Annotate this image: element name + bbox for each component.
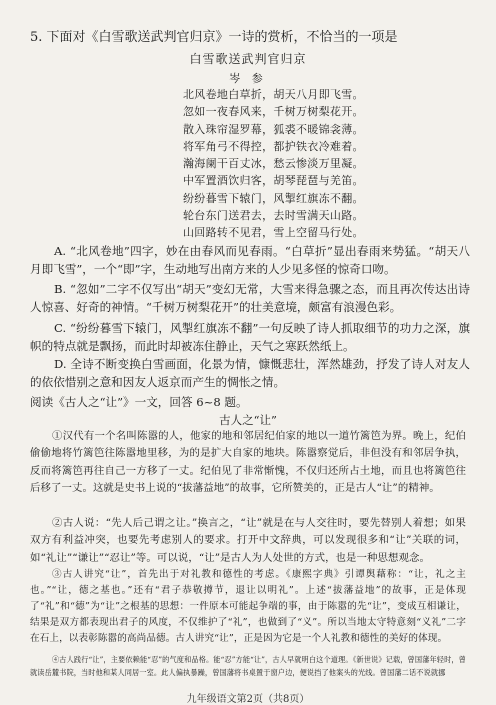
poem-line: 忽如一夜春风来，千树万树梨花开。	[183, 105, 364, 119]
poem-author: 岑 参	[229, 72, 267, 85]
poem-line: 中军置酒饮归客，胡琴琵琶与羌笛。	[183, 174, 364, 188]
essay-paragraph-3: ③古人讲究“让”，首先出于对礼教和德性的考虑。《康熙字典》引谭舆藉称：“让，礼之主也。”“让，德之基也。”还有“君子恭敬撙节，退让以明礼”。上述“拔藩益地”的故事，正是体现了“礼”和“德”为“让”之根基的思想：一件原本可能起争端的事，由于陈嚣的先“让”，变成互相谦让，结果是双方都表现出君子的风度，不仅维护了“礼”，也做到了“义”。所以当地太守特意刻“义礼”二字在石上，以表彰陈嚣的高尚品德。古人讲究“让”，正是因为它是一个人礼教和德性的美好的体现。	[30, 569, 466, 645]
poem-line: 瀚海阑干百丈冰，愁云惨淡万里凝。	[183, 157, 364, 171]
option-c: C. “纷纷暮雪下辕门，风掣红旗冻不翻”一句反映了诗人抓取细节的功力之深，旗帜的特点就是飘扬，而此时却被冻住静止，天气之寒跃然纸上。	[30, 321, 470, 353]
poem-line: 轮台东门送君去，去时雪满天山路。	[183, 209, 364, 223]
essay-title: 古人之“让”	[219, 413, 277, 427]
essay-paragraph-1: ①汉代有一个名叫陈嚣的人，他家的地和邻居纪伯家的地以一道竹篱笆为界。晚上，纪伯偷偷地将竹篱笆往陈嚣地里移，为的是扩大自家的地块。陈嚣察觉后，非但没有和邻居争执，反而将篱笆再往自己一方移了一丈。纪伯见了非常惭愧，不仅归还所占土地，而且也将篱笆往后移了一丈。这就是史书上说的“拔藩益地”的故事，它所赞美的，正是古人“让”的精神。	[30, 430, 466, 494]
poem-body	[183, 86, 364, 242]
poem-line: 散入珠帘湿罗幕，狐裘不暖锦衾薄。	[183, 122, 364, 136]
poem-line: 山回路转不见君，雪上空留马行处。	[183, 226, 364, 240]
option-d: D. 全诗不断变换白雪画面，化景为情，慷慨悲壮，浑然雄劲，抒发了诗人对友人的依依惜别之意和因友人返京而产生的惆怅之情。	[30, 357, 470, 389]
question-5-title: 5. 下面对《白雪歌送武判官归京》一诗的赏析，不恰当的一项是	[30, 30, 398, 45]
poem-line: 将军角弓不得控，都护铁衣冷难着。	[183, 139, 364, 153]
poem-title: 白雪歌送武判官归京	[189, 52, 307, 66]
option-b: B. “忽如”二字不仅写出“胡天”变幻无常，大雪来得急骤之态，而且再次传达出诗人惊喜、好奇的神情。“千树万树梨花开”的壮美意境，颇富有浪漫色彩。	[30, 282, 470, 314]
option-a: A. “北风卷地”四字，妙在由春风而见春雨。“白草折”显出春雨来势猛。“胡天八月即飞雪”，一个“即”字，生动地写出南方来的人少见多怪的惊奇口吻。	[30, 244, 470, 276]
poem-line: 北风卷地白草折，胡天八月即飞雪。	[183, 88, 364, 101]
essay-paragraph-2: ②古人说：“先人后己谓之让。”换言之，“让”就是在与人交往时，要先替别人着想；如果双方有利益冲突，也要先考虑别人的要求。打开中文辞典，可以发现很多和“让”关联的词，如“礼让”“谦让”“忍让”等。可以说，“让”是古人为人处世的方式，也是一种思想观念。	[30, 517, 466, 564]
option-d-wrapper	[30, 356, 470, 391]
page-footer: 九年级语文第2页（共8页）	[186, 694, 310, 705]
essay-paragraph-4: ④古人践行“让”，主要依赖能“忍”的气度和品格。能“忍”方能“让”，古人早就明白这个道理。《新世说》记载，曾国藩年轻时，曾就读岳麓书院，当时他和某人同居一室。此人偏执暴躁，曾国藩将书桌置于窗户边，便说挡了他案头的光线。曾国藩二话不说就挪	[30, 655, 466, 677]
poem-line: 纷纷暮雪下辕门，风掣红旗冻不翻。	[183, 191, 364, 205]
reading-intro: 阅读《古人之“让”》一文，回答 6~8 题。	[30, 395, 248, 409]
